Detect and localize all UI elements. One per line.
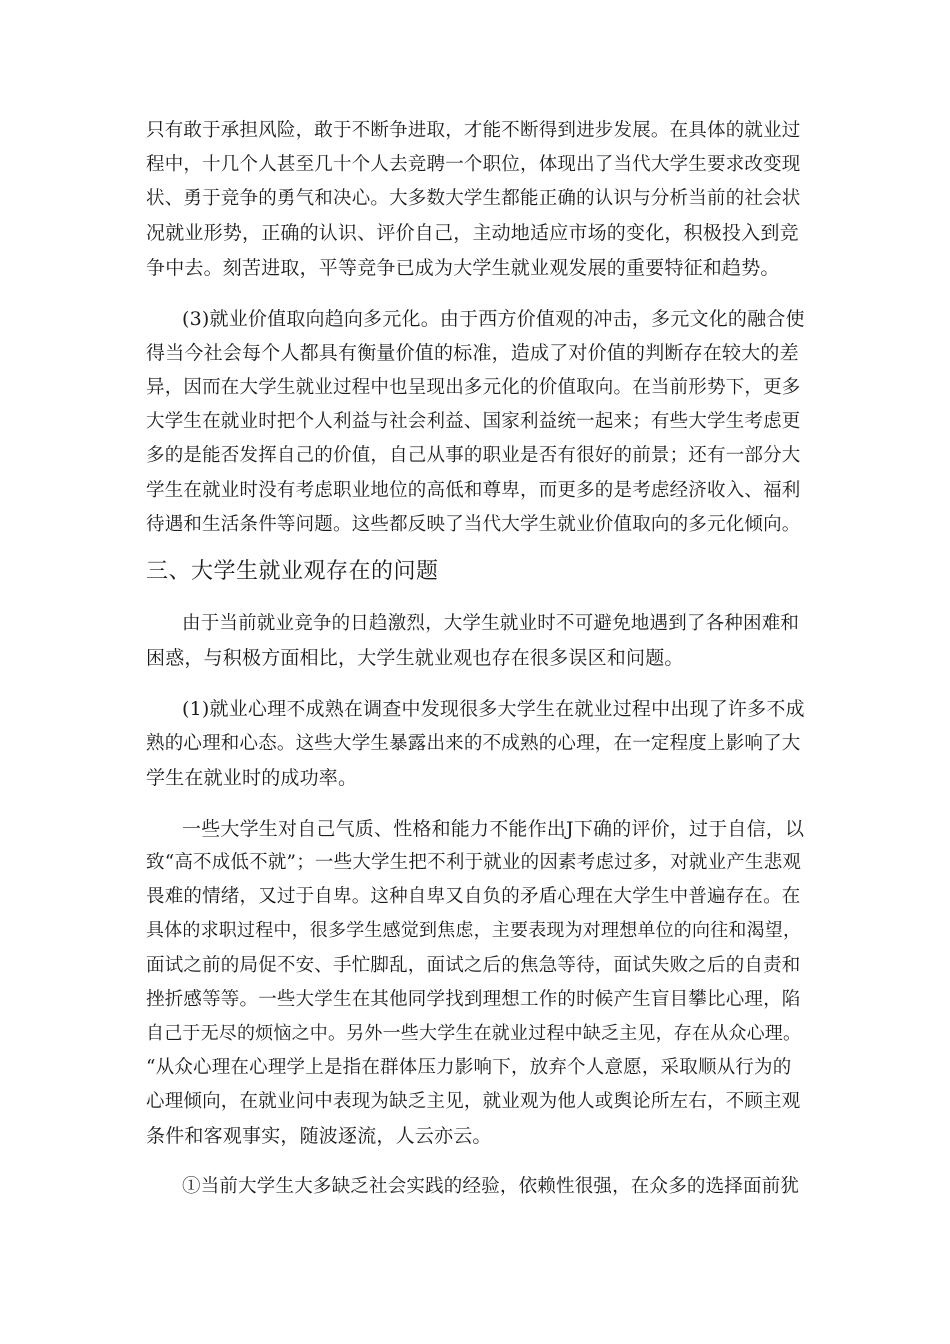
paragraph-line: 自己于无尽的烦恼之中。另外一些大学生在就业过程中缺乏主见，存在从众心理。 [146,1023,802,1044]
paragraph-line: 待遇和生活条件等问题。这些都反映了当代大学生就业价值取向的多元化倾向。 [146,514,801,535]
paragraph-line: “从众心理在心理学上是指在群体压力影响下，放弃个人意愿，采取顺从行为的 [146,1057,792,1078]
paragraph-line: 具体的求职过程中，很多学生感觉到焦虑，主要表现为对理想单位的向往和渴望， [146,920,802,941]
paragraph-line: 致“高不成低不就”；一些大学生把不利于就业的因素考虑过多，对就业产生悲观 [146,852,802,873]
paragraph-line: 多的是能否发挥自己的价值，自己从事的职业是否有很好的前景；还有一部分大 [146,445,801,466]
paragraph-line: ①当前大学生大多缺乏社会实践的经验，依赖性很强，在众多的选择面前犹 [182,1176,800,1197]
paragraph-line: 由于当前就业竞争的日趋激烈，大学生就业时不可避免地遇到了各种困难和 [182,613,800,634]
paragraph-line: 得当今社会每个人都具有衡量价值的标准，造成了对价值的判断存在较大的差 [146,342,799,364]
paragraph-line: 况就业形势，正确的认识、评价自己，主动地适应市场的变化，积极投入到竞 [146,222,799,244]
paragraph-line: (1)就业心理不成熟在调查中发现很多大学生在就业过程中出现了许多不成 [182,698,805,720]
paragraph-line: 大学生在就业时把个人利益与社会利益、国家利益统一起来；有些大学生考虑更 [146,411,801,432]
paragraph-line: 面试之前的局促不安、手忙脚乱，面试之后的焦急等待，面试失败之后的自责和 [146,955,801,976]
paragraph-line: 异，因而在大学生就业过程中也呈现出多元化的价值取向。在当前形势下，更多 [146,377,801,398]
paragraph-line: 状、勇于竞争的勇气和决心。大多数大学生都能正确的认识与分析当前的社会状 [146,188,801,209]
paragraph-line: (3)就业价值取向趋向多元化。由于西方价值观的冲击，多元文化的融合使 [182,308,805,330]
paragraph-line: 心理倾向，在就业问中表现为缺乏主见，就业观为他人或舆论所左右，不顾主观 [146,1091,801,1112]
paragraph-line: 只有敢于承担风险，敢于不断争进取，才能不断得到进步发展。在具体的就业过 [146,120,801,141]
paragraph-line: 困惑，与积极方面相比，大学生就业观也存在很多误区和问题。 [146,647,684,669]
paragraph-line: 挫折感等等。一些大学生在其他同学找到理想工作的时候产生盲目攀比心理，陷 [146,989,801,1010]
paragraph-line: 争中去。刻苦进取，平等竞争已成为大学生就业观发展的重要特征和趋势。 [146,257,780,279]
paragraph-line: 畏难的情绪，又过于自卑。这种自卑又自负的矛盾心理在大学生中普遍存在。在 [146,886,801,907]
paragraph-line: 程中，十几个人甚至几十个人去竞聘一个职位，体现出了当代大学生要求改变现 [146,154,801,175]
paragraph-line: 学生在就业时没有考虑职业地位的高低和尊卑，而更多的是考虑经济收入、福利 [146,480,801,501]
paragraph-line: 条件和客观事实，随波逐流，人云亦云。 [146,1125,492,1147]
paragraph-line: 熟的心理和心态。这些大学生暴露出来的不成熟的心理，在一定程度上影响了大 [146,733,801,754]
paragraph-line: 一些大学生对自己气质、性格和能力不能作出J下确的评价，过于自信，以 [182,818,805,840]
section-heading: 三、大学生就业观存在的问题 [146,559,439,584]
paragraph-line: 学生在就业时的成功率。 [146,767,358,789]
